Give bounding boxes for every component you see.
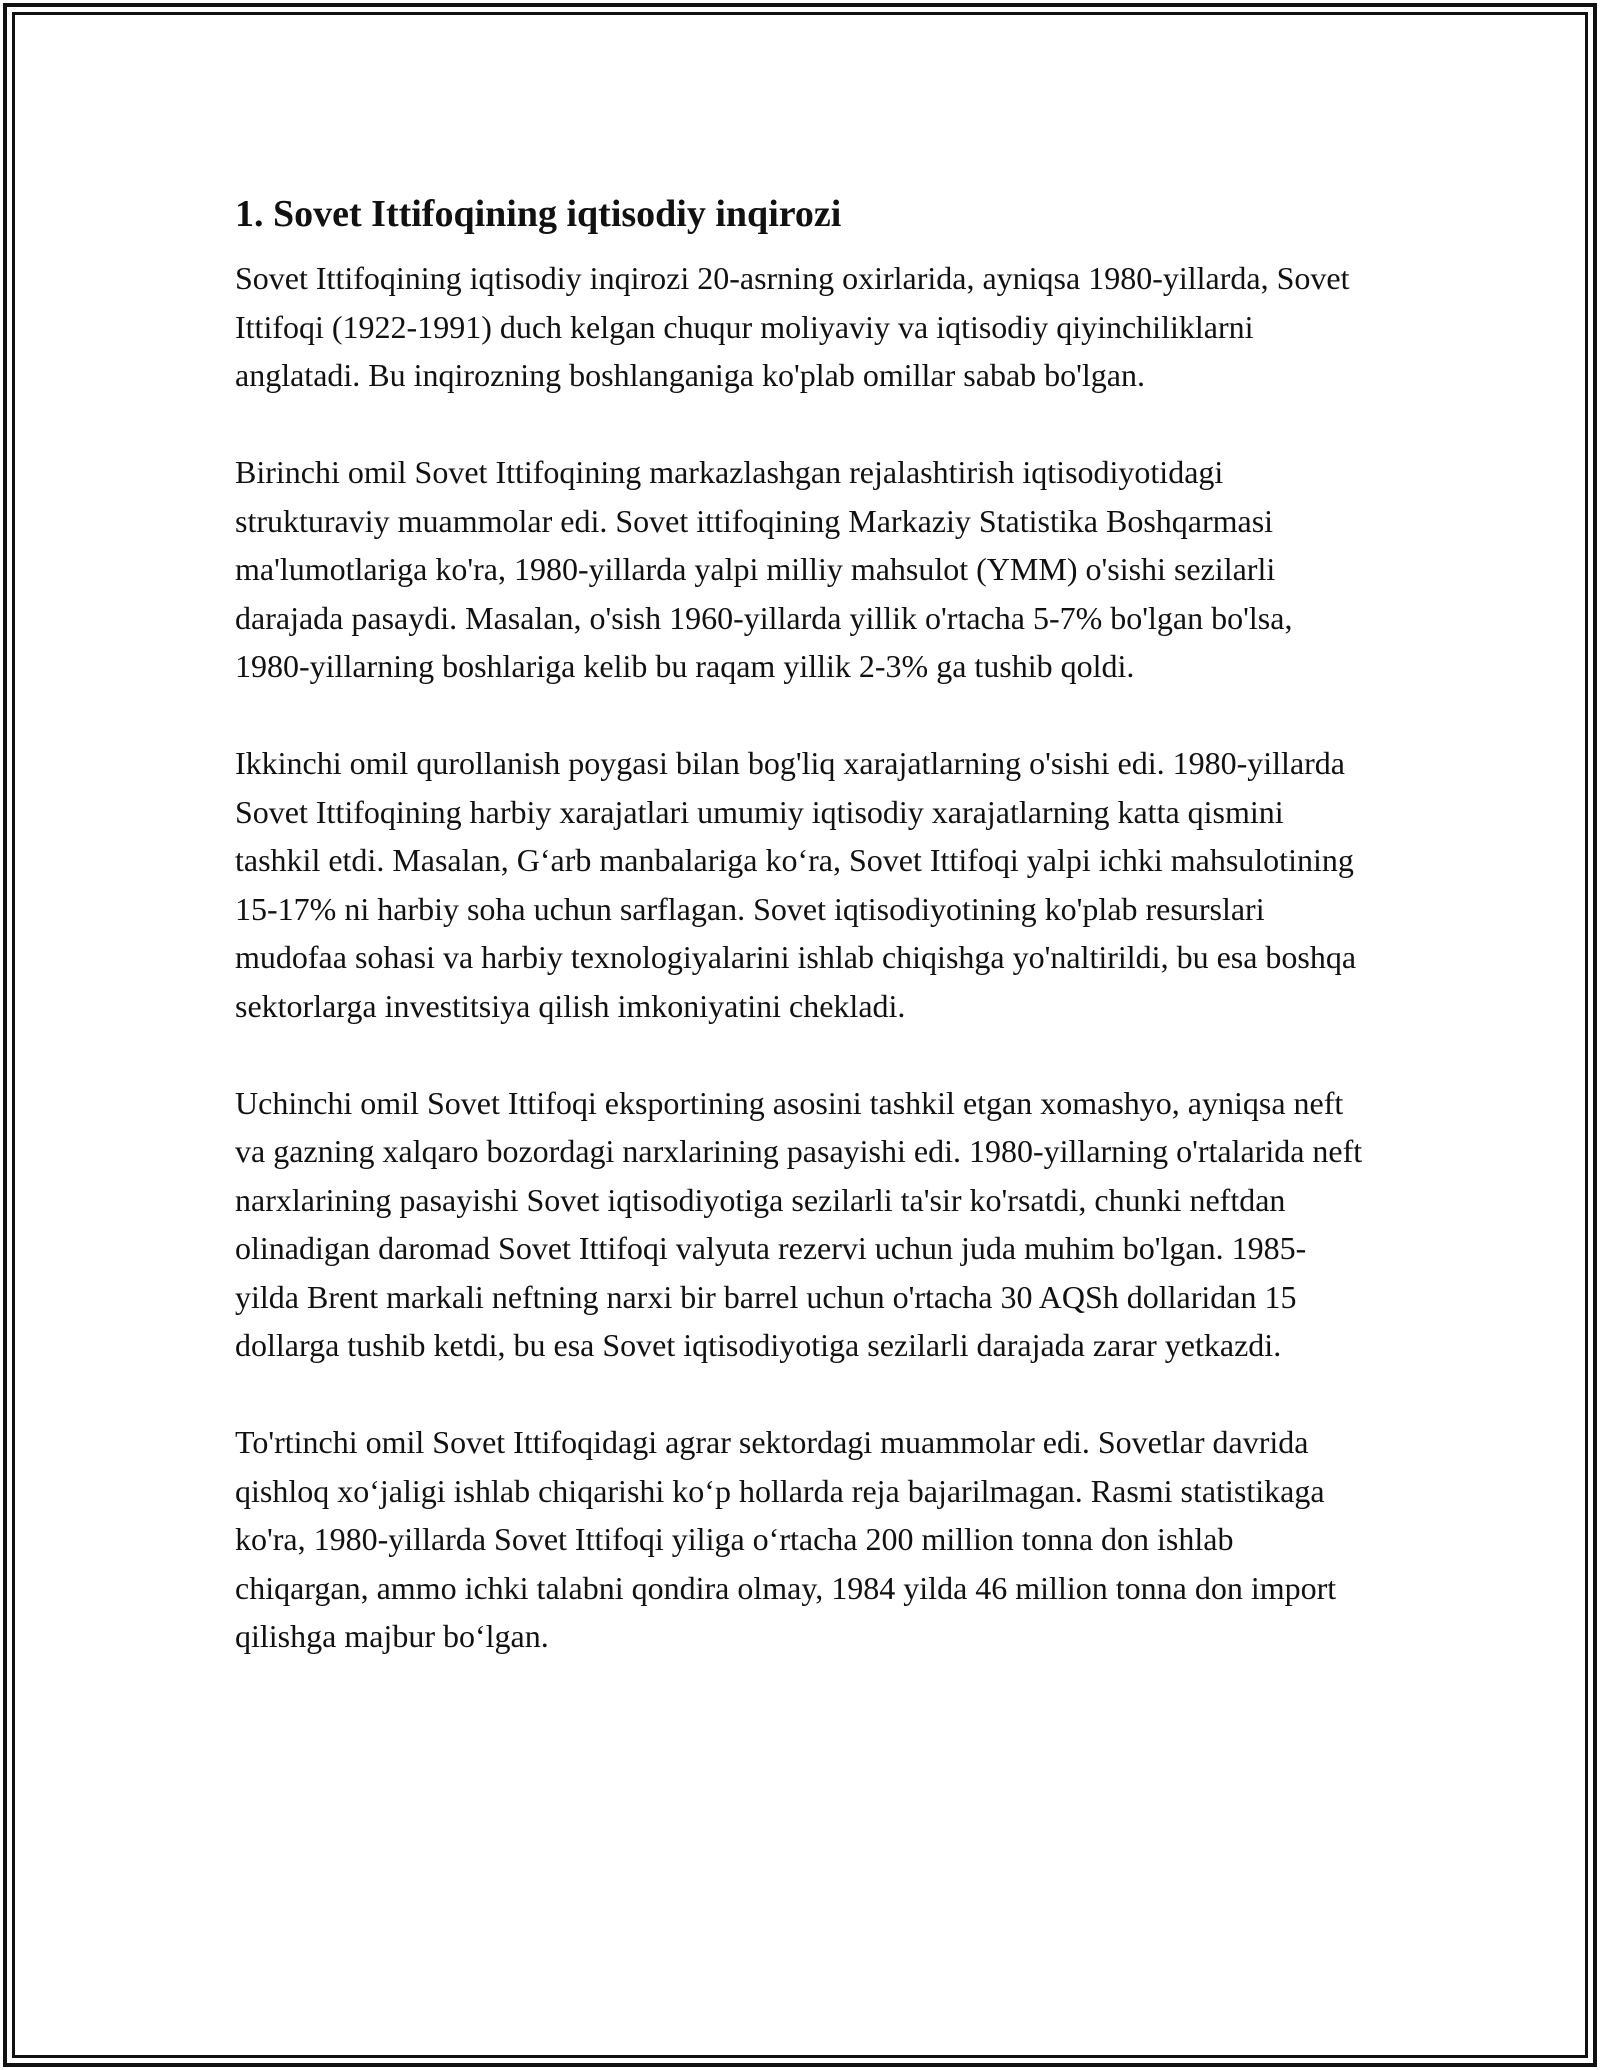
section-heading: 1. Sovet Ittifoqining iqtisodiy inqirozi <box>235 193 842 235</box>
paragraph-third-factor: Uchinchi omil Sovet Ittifoqi eksportining asosini tashkil etgan xomashyo, ayniqsa neft va gazning xalqaro bozordagi narxlarining pasayishi edi. 1980-yillarning o'rtalarida neft narxlarining pasayishi Sovet iqtisodiyotiga sezilarli ta'sir ko'rsatdi, chunki neftdan olinadigan daromad Sovet Ittifoqi valyuta rezervi uchun juda muhim bo'lgan. 1985-yilda Brent markali neftning narxi bir barrel uchun o'rtacha 30 AQSh dollaridan 15 dollarga tushib ketdi, bu esa Sovet iqtisodiyotiga sezilarli darajada zarar yetkazdi. <box>235 1084 1363 1363</box>
paragraph-first-factor: Birinchi omil Sovet Ittifoqining markazlashgan rejalashtirish iqtisodiyotidagi strukturaviy muammolar edi. Sovet ittifoqining Markaziy Statistika Boshqarmasi ma'lumotlariga ko'ra, 1980-yillarda yalpi milliy mahsulot (YMM) o'sishi sezilarli darajada pasaydi. Masalan, o'sish 1960-yillarda yillik o'rtacha 5-7% bo'lgan bo'lsa, 1980-yillarning boshlariga kelib bu raqam yillik 2-3% ga tushib qoldi. <box>235 454 1293 684</box>
paragraph-introduction: Sovet Ittifoqining iqtisodiy inqirozi 20-asrning oxirlarida, ayniqsa 1980-yillarda, Sovet Ittifoqi (1922-1991) duch kelgan chuqur moliyaviy va iqtisodiy qiyinchiliklarni anglatadi. Bu inqirozning boshlanganiga ko'plab omillar sabab bo'lgan. <box>235 260 1350 393</box>
document-body <box>235 186 1370 1709</box>
paragraph-second-factor: Ikkinchi omil qurollanish poygasi bilan bog'liq xarajatlarning o'sishi edi. 1980-yillarda Sovet Ittifoqining harbiy xarajatlari umumiy iqtisodiy xarajatlarning katta qismini tashkil etdi. Masalan, G‘arb manbalariga ko‘ra, Sovet Ittifoqi yalpi ichki mahsulotining 15-17% ni harbiy soha uchun sarflagan. Sovet iqtisodiyotining ko'plab resurslari mudofaa sohasi va harbiy texnologiyalarini ishlab chiqishga yo'naltirildi, bu esa boshqa sektorlarga investitsiya qilish imkoniyatini chekladi. <box>235 745 1357 1024</box>
paragraph-fourth-factor: To'rtinchi omil Sovet Ittifoqidagi agrar sektordagi muammolar edi. Sovetlar davrida qishloq xo‘jaligi ishlab chiqarishi ko‘p hollarda reja bajarilmagan. Rasmi statistikaga ko'ra, 1980-yillarda Sovet Ittifoqi yiliga o‘rtacha 200 million tonna don ishlab chiqargan, ammo ichki talabni qondira olmay, 1984 yilda 46 million tonna don import qilishga majbur bo‘lgan. <box>235 1424 1337 1654</box>
